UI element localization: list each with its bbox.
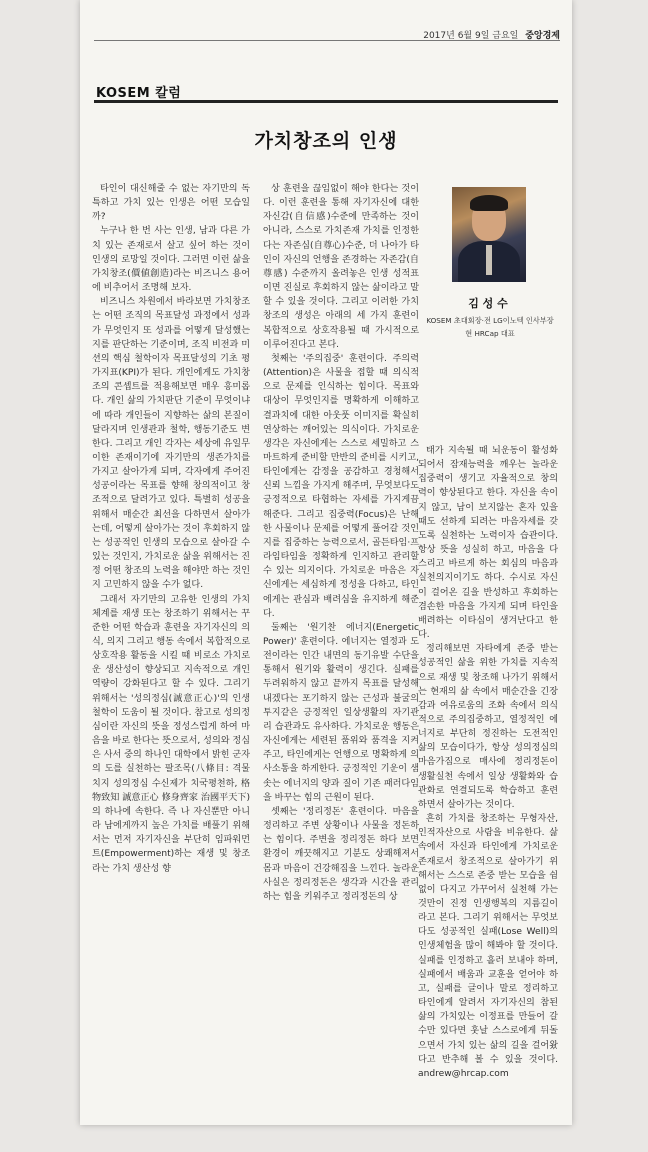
paragraph: 그래서 자기만의 고유한 인생의 가치체계를 재생 또는 창조하기 위해서는 꾸준한 어떤 학습과 훈련을 자기자신의 의식, 의지 그리고 행동 속에서 복합적으로 상호작용 활동을 시킬 때 비로소 가치로운 생산성이 향상되고 지속적으로 개인역량이 강화된다고 할 수 있다. 그리기 위해서는 '성의정심(誠意正心)'의 인생철학이 도움이 될 것이다. 참고로 성의정심이란 자신의 뜻을 정성스럽게 하여 마음을 바로 한다는 뜻으로서, 성의와 정심은 사서 중의 하나인 대학에서 밝힌 군자의 도를 실천하는 팔조목(八條目: 격물치지 성의정심 수신제가 치국평천하, 格物致知 誠意正心 修身齊家 治國平天下)의 하나에 속한다. 즉 나 자신뿐만 아니라 남에게까지 높은 가치를 배풀기 위해서는 먼저 자기자신을 부단히 임파워먼트(Empowerment)하는 재생 및 창조라는 가치 생산성 향 — [92, 594, 250, 874]
author-role — [418, 314, 562, 340]
author-role-line-1: KOSEM 초대회장·전 LG이노텍 인사부장 — [426, 316, 554, 325]
column-2 — [263, 182, 419, 1092]
headline: 가치창조의 인생 — [254, 130, 398, 152]
paragraph: 흔히 가치를 창조하는 무형자산, 인적자산으로 사람을 비유한다. 삶 속에서 자신과 타인에게 가치로운 존재로서 창조적으로 살아가기 위해서는 스스로 존중 받는 모습을 쉼 없이 다지고 가꾸어서 실천해 가는 것만이 진정 인생행복의 지름길이라고 본다. 그리기 위해서는 무엇보다도 성공적인 실패(Lose Well)의 인생체험을 많이 해봐야 할 것이다. 실패를 인정하고 흘러 보내야 하며, 실패에서 배움과 교훈을 얻어야 하고, 실패를 글이나 말로 정리하고 타인에게 알려서 자기자신의 참된 삶의 가치있는 이정표를 만들어 갈 수만 있다면 훗날 스스로에게 뒤돌으면서 가치 있는 삶의 길을 걸어왔다고 반추해 볼 수 있을 것이다. andrew@hrcap.com — [418, 814, 558, 1079]
newspaper-clipping — [80, 0, 572, 1125]
paragraph: 태가 지속될 때 뇌운동이 활성화되어서 잠재능력을 깨우는 놀라운 집중력이 생기고 자율적으로 창의력이 향상된다고 한다. 자신을 속이지 않고, 남이 보지않는 혼자 있을 때도 선하게 되려는 마음자세를 갖도록 실천하는 노력이자 습관이다. 항상 뜻을 성실히 하고, 마음을 다스리고 바르게 하는 회심의 마음과 실천의지이기도 하다. 수시로 자신이 걸어온 길을 반성하고 후회하는 겸손한 마음을 가지게 되며 타인을 배려하는 이타심이 생겨난다고 한다. — [418, 446, 558, 641]
author-name: 김 성 수 — [468, 297, 508, 310]
author-photo — [452, 187, 526, 282]
section-rule — [94, 100, 558, 103]
paragraph: 둘째는 '원기찬 에너지(Energetic Power)' 훈련이다. 에너지는 열정과 도전이라는 인간 내면의 동기유발 수단을 통해서 원기와 활력이 생긴다. 실패를 두려워하지 않고 끝까지 목표를 달성해 내겠다는 포기하지 않는 근성과 불굴의 투지같은 긍정적인 일상생활의 자기관리 습관과도 유사하다. 가치로운 행동은 자신에게는 세련된 품위와 품격을 지켜주고, 타인에게는 언행으로 명확하게 의사소통을 하게한다. 긍정적인 기운이 샘솟는 에너지의 양과 질이 기존 패러다임을 바꾸는 힘의 근원이 된다. — [263, 622, 419, 803]
paper-name: 중앙경제 — [525, 31, 560, 41]
paragraph: 비즈니스 차원에서 바라보면 가치창조는 어떤 조직의 목표달성 과정에서 성과가 무엇인지 또 성과를 어떻게 달성했는지를 판단하는 기준이며, 조직 비전과 미션의 핵심 철학이자 목표달성의 기초 평가지표(KPI)가 된다. 개인에게도 가치창조의 콘셉트를 적용해보면 매우 흥미롭다. 개인 삶의 가치판단 기준이 무엇이냐에 따라 개인들이 지향하는 삶의 본질이 달라지며 인생관과 철학, 행동기준도 변한다. 그리고 개인 각자는 세상에 유일무이한 존재이기에 자기만의 생존가치를 가지고 살아가게 되며, 각자에게 주어진 성공이라는 목표를 향해 창의적이고 창조적으로 달려가고 있다. 특별히 성공을 위해서 매순간 최선을 다하면서 살아가는데, 어떻게 살아가는 것이 후회하지 않는 성공적인 인생의 모습으로 살아갈 수 있는 것인지, 가치로운 삶을 위해서는 진정 어떤 창조의 노력을 해야만 하는 것인지 고민하지 않을 수가 없다. — [92, 297, 250, 591]
masthead-rule — [94, 40, 560, 41]
paragraph: 첫째는 '주의집중' 훈련이다. 주의력(Attention)은 사물을 접할 때 의식적으로 문제를 인식하는 힘이다. 목표와 대상이 무엇인지를 명확하게 이해하고 결과치에 대한 아웃풋 이미지를 확실히 연상하는 깨어있는 의식이다. 가치로운 생각은 자신에게는 스스로 세밀하고 스마트하게 준비할 만반의 준비를 시키고, 타인에게는 감정을 공감하고 경청해서 신뢰 느낌을 가지게 해주며, 무엇보다도 긍정적으로 타협하는 자세를 가지게끔 해준다. 그리고 집중력(Focus)은 난해한 사물이나 문제를 어떻게 풀어갈 것인지를 집중하는 능력으로서, 골든타임·프라임타임을 정확하게 인지하고 관리할 수 있는 의지이다. 가치로운 마음은 자신에게는 세심하게 정성을 다하고, 타인에게는 관심과 배려심을 유지하게 해준다. — [263, 353, 419, 619]
author-role-line-2: 현 HRCap 대표 — [465, 329, 515, 338]
issue-date: 2017년 6월 9일 금요일 — [423, 31, 519, 41]
column-1 — [92, 182, 250, 1092]
section-label: KOSEM 칼럼 — [96, 86, 182, 101]
column-3 — [418, 444, 558, 1094]
paragraph: 타인이 대신해줄 수 없는 자기만의 독특하고 가치 있는 인생은 어떤 모습일까? — [92, 184, 250, 223]
paragraph: 상 훈련을 끊임없이 해야 한다는 것이다. 이런 훈련을 통해 자기자신에 대한 자신감(自信感)수준에 만족하는 것이 아니라, 스스로 가치존재 가치를 인정한다는 자존심(自尊心)수준, 더 나아가 타인이 자신의 언행을 존경하는 자존감(自尊感) 수준까지 올려놓은 인생 성적표이면 진실로 후회하지 않는 삶이라고 말할 수 있을 것이다. 그리고 이러한 가치창조의 생성은 아래의 세 가지 훈련이 복합적으로 상호작용될 때 가시적으로 이루어진다고 본다. — [263, 184, 419, 350]
paragraph: 셋째는 '정리정돈' 훈련이다. 마음을 정리하고 주변 상황이나 사물을 정돈하는 힘이다. 주변을 정리정돈 하다 보면 환경이 깨끗해지고 기분도 상쾌해져서 몸과 마음이 건강해짐을 느낀다. 놀라운 사실은 정리정돈은 생각과 시간을 관리하는 힘을 키워주고 정리정돈의 상 — [263, 806, 419, 902]
paragraph: 누구나 한 번 사는 인생, 남과 다른 가치 있는 존재로서 살고 싶어 하는 것이 인생의 로망일 것이다. 그러면 이런 삶을 가치창조(價値創造)라는 비즈니스 용어에 비추어서 조명해 보자. — [92, 226, 250, 294]
paragraph: 정리해보면 자타에게 존중 받는 성공적인 삶을 위한 가치를 지속적으로 재생 및 창조해 나가기 위해서는 현재의 삶 속에서 매순간을 긴장감과 여유로움의 조화 속에서 의식적으로 주의집중하고, 열정적인 에너지로 부단히 정진하는 도전적인 삶의 모습이다가, 항상 성의정심의 마음가짐으로 매사에 정리정돈이 생활실천 속에서 일상 생활화와 습관화로 연결되도록 학습하고 훈련하면서 살아가는 것이다. — [418, 644, 558, 810]
